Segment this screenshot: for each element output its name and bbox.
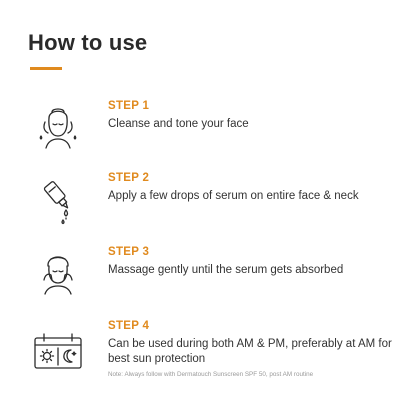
step-description: Can be used during both AM & PM, preferably at AM for best sun protection (108, 338, 392, 365)
day-night-calendar-icon (30, 320, 86, 376)
step-description: Cleanse and tone your face (108, 118, 249, 130)
step-label: STEP 3 (108, 246, 150, 258)
page-title: How to use (28, 30, 148, 55)
step-label: STEP 2 (108, 172, 150, 184)
step-2-text (108, 172, 400, 204)
face-wash-icon (30, 100, 86, 156)
face-massage-icon (30, 246, 86, 302)
step-description: Apply a few drops of serum on entire face & neck (108, 190, 359, 202)
step-label: STEP 4 (108, 320, 150, 332)
step-3-text (108, 246, 400, 278)
title-underline (30, 67, 62, 70)
step-4-text (108, 320, 400, 378)
step-note: Note: Always follow with Dermatouch Sunscreen SPF 50, post AM routine (108, 371, 314, 378)
step-description: Massage gently until the serum gets absorbed (108, 264, 344, 276)
serum-dropper-icon (30, 172, 86, 228)
step-label: STEP 1 (108, 100, 150, 112)
step-1-text (108, 100, 400, 132)
